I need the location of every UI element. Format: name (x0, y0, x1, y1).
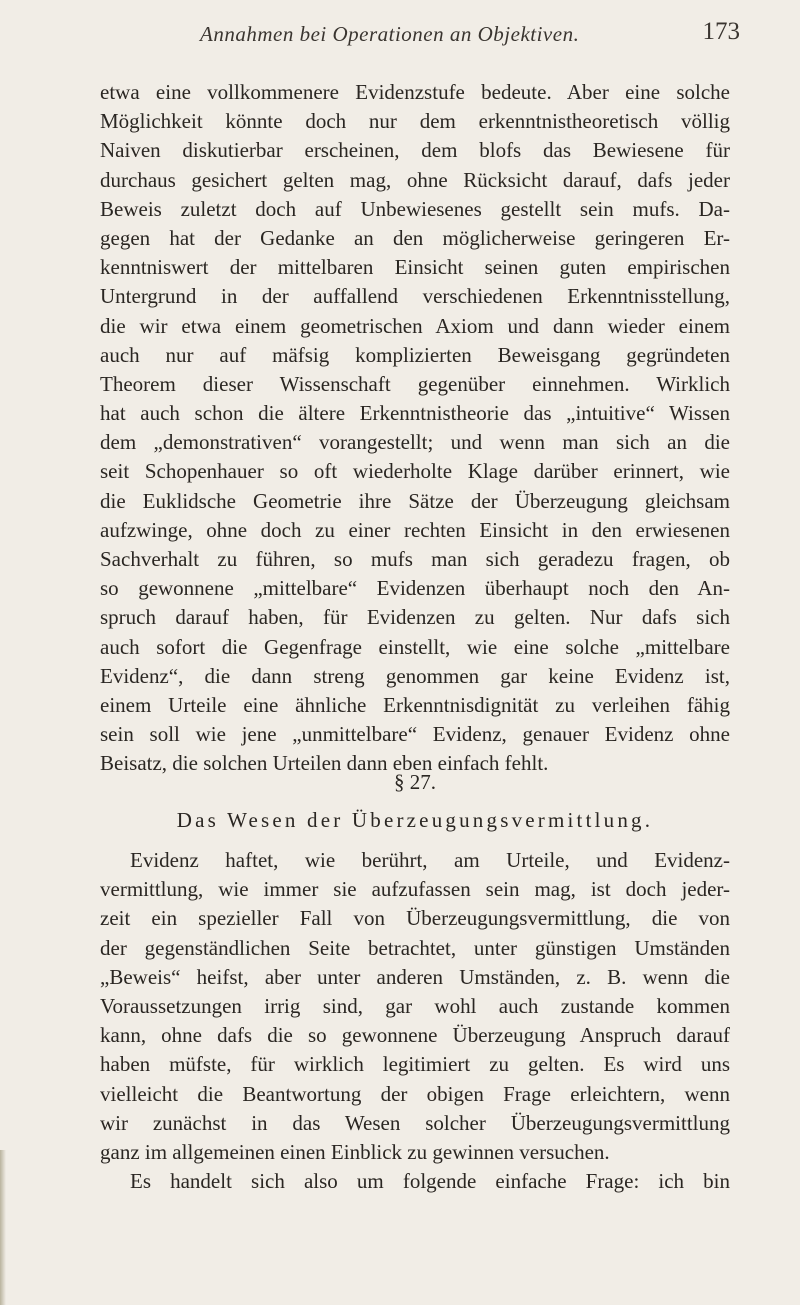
text-line: spruch darauf haben, für Evidenzen zu gelten. Nur dafs sich (100, 605, 730, 630)
text-line: Beisatz, die solchen Urteilen dann eben einfach fehlt. (100, 751, 549, 776)
text-line: aufzwinge, ohne doch zu einer rechten Einsicht in den erwiesenen (100, 517, 730, 542)
text-line: vielleicht die Beantwortung der obigen Frage erleichtern, wenn (100, 1081, 730, 1106)
text-line: hat auch schon die ältere Erkenntnistheorie das „intuitive“ Wissen (100, 401, 730, 426)
text-line: kann, ohne dafs die so gewonnene Überzeugung Anspruch darauf (100, 1023, 730, 1048)
text-line: Beweis zuletzt doch auf Unbewiesenes gestellt sein mufs. Da- (100, 196, 730, 221)
section-title: Das Wesen der Überzeugungsvermittlung. (176, 808, 654, 832)
text-line: kenntniswert der mittelbaren Einsicht seinen guten empirischen (100, 255, 730, 280)
text-line: zeit ein spezieller Fall von Überzeugungsvermittlung, die von (100, 906, 730, 931)
text-line: etwa eine vollkommenere Evidenzstufe bedeute. Aber eine solche (100, 80, 730, 104)
page-number: 173 (702, 18, 740, 45)
text-line: die Euklidsche Geometrie ihre Sätze der Überzeugung gleichsam (100, 488, 730, 513)
text-line: seit Schopenhauer so oft wiederholte Klage darüber erinnert, wie (100, 459, 730, 484)
text-line: vermittlung, wie immer sie aufzufassen sein mag, ist doch jeder- (100, 877, 730, 902)
text-line: „Beweis“ heifst, aber unter anderen Umständen, z. B. wenn die (100, 964, 730, 989)
page-edge-shadow (0, 1150, 6, 1305)
text-line: durchaus gesichert gelten mag, ohne Rücksicht darauf, dafs jeder (100, 167, 730, 192)
text-line: ganz im allgemeinen einen Einblick zu gewinnen versuchen. (100, 1139, 610, 1164)
text-line: auch nur auf mäfsig komplizierten Beweisgang gegründeten (100, 342, 730, 367)
text-line: Naiven diskutierbar erscheinen, dem blofs das Bewiesene für (100, 138, 730, 163)
text-line: so gewonnene „mittelbare“ Evidenzen überhaupt noch den An- (100, 576, 730, 601)
text-line: Untergrund in der auffallend verschiedenen Erkenntnisstellung, (100, 284, 730, 309)
text-line: dem „demonstrativen“ vorangestellt; und wenn man sich an die (100, 430, 730, 455)
text-line: Voraussetzungen irrig sind, gar wohl auch zustande kommen (100, 993, 730, 1018)
text-line: haben müfste, für wirklich legitimiert zu gelten. Es wird uns (100, 1052, 730, 1077)
text-line: Evidenz“, die dann streng genommen gar keine Evidenz ist, (100, 663, 730, 688)
text-line: auch sofort die Gegenfrage einstellt, wie eine solche „mittelbare (100, 634, 730, 659)
text-line: Evidenz haftet, wie berührt, am Urteile, und Evidenz- (130, 848, 730, 872)
text-line: sein soll wie jene „unmittelbare“ Evidenz, genauer Evidenz ohne (100, 722, 730, 747)
text-line: gegen hat der Gedanke an den möglicherweise geringeren Er- (100, 225, 730, 250)
paragraph-2 (100, 846, 730, 1196)
text-line: Es handelt sich also um folgende einfache Frage: ich bin (130, 1169, 730, 1194)
text-line: der gegenständlichen Seite betrachtet, unter günstigen Umständen (100, 935, 730, 960)
running-title: Annahmen bei Operationen an Objektiven. (200, 22, 580, 46)
text-line: die wir etwa einem geometrischen Axiom und dann wieder einem (100, 313, 730, 338)
text-line: einem Urteile eine ähnliche Erkenntnisdignität zu verleihen fähig (100, 692, 730, 717)
paragraph-1 (100, 78, 730, 779)
text-line: wir zunächst in das Wesen solcher Überzeugungsvermittlung (100, 1110, 730, 1135)
section-number: § 27. (394, 770, 436, 794)
running-head (100, 18, 740, 56)
text-line: Theorem dieser Wissenschaft gegenüber einnehmen. Wirklich (100, 371, 730, 396)
text-line: Sachverhalt zu führen, so mufs man sich geradezu fragen, ob (100, 547, 730, 571)
text-line: Möglichkeit könnte doch nur dem erkenntnistheoretisch völlig (100, 109, 730, 134)
